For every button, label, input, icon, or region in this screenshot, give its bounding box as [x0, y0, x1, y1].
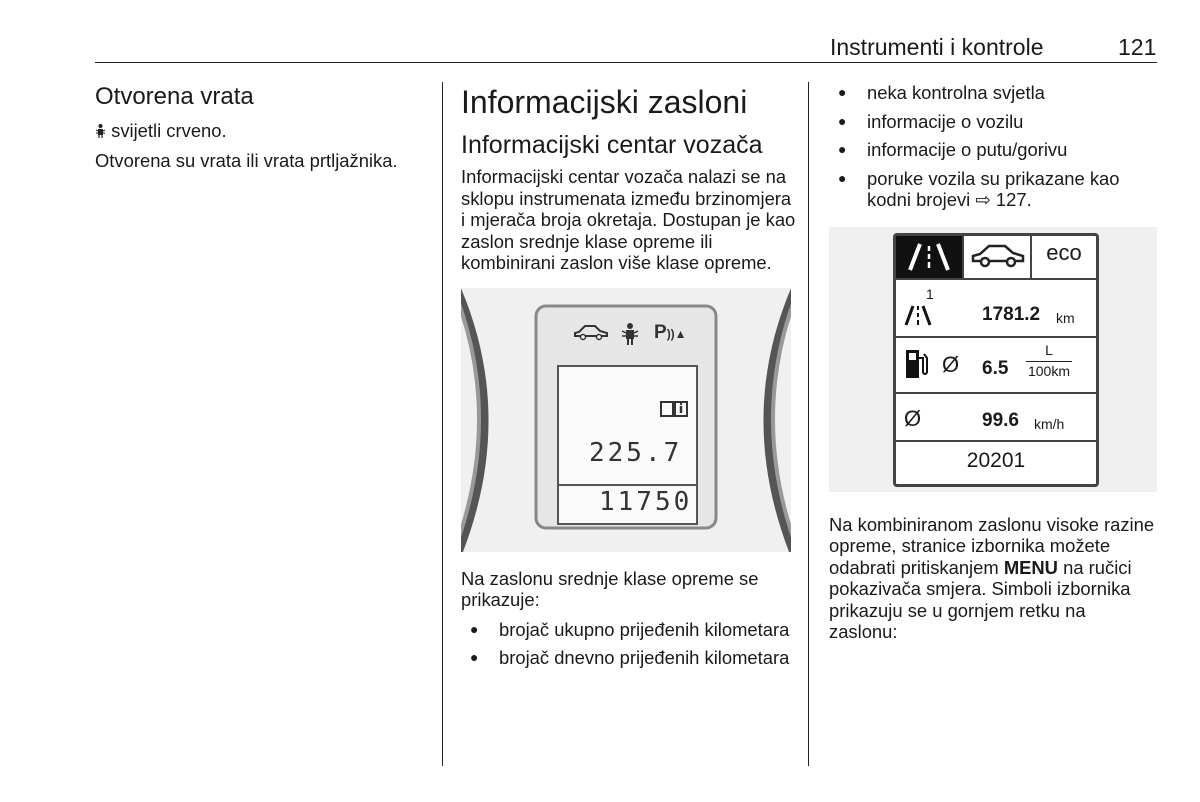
tab-eco[interactable]: eco: [1046, 239, 1082, 265]
column-3: [829, 82, 1159, 651]
door-open-icon: [621, 322, 639, 346]
column-1: [95, 82, 430, 179]
trip-distance-unit: km: [1056, 309, 1075, 326]
average-symbol: Ø: [904, 405, 922, 431]
tab-trip[interactable]: [896, 236, 962, 278]
list-item: ● informacije o putu/gorivu: [829, 139, 1159, 161]
road-icon: [906, 242, 952, 272]
open-door-indicator-text: [95, 120, 430, 142]
odometer-display: 11750: [599, 486, 693, 517]
odometer-value: 20201: [966, 448, 1026, 472]
paragraph-text: na ručici pokazivača smjera. Simboli izbornika prikazuju se u gornjem retku na zaslonu:: [829, 556, 1132, 642]
car-outline-icon: [970, 244, 1026, 270]
midlevel-shows-text: Na zaslonu srednje klase opreme se prikazuje:: [461, 567, 759, 610]
column-divider: [808, 82, 809, 766]
door-open-icon: [95, 123, 106, 139]
odometer-row: [896, 440, 1096, 482]
section-title: Instrumenti i kontrole: [830, 34, 1044, 60]
midlevel-bullet-list: [461, 619, 796, 669]
page-reference: 127.: [995, 189, 1032, 210]
trip-row: [896, 280, 1096, 338]
header-rule: [95, 62, 1157, 63]
book-info-icon: [659, 400, 689, 418]
page-number: 121: [1118, 34, 1157, 60]
subheading-driver-info-center: Informacijski centar vozača: [461, 131, 763, 159]
trip-meter-display: 225.7: [589, 437, 683, 468]
bullet-text: poruke vozila su prikazane kao kodni brojevi: [867, 167, 1120, 210]
uplevel-display-illustration: [829, 227, 1157, 492]
average-speed-row: [896, 394, 1096, 440]
paragraph-text: Na kombiniranom zaslonu visoke razine opreme, stranice izbornika možete odabrati pritiskanjem: [829, 513, 1155, 578]
list-item: [829, 168, 1159, 211]
road-icon: [904, 304, 932, 326]
speed-value: 99.6: [982, 409, 1019, 431]
speed-unit: km/h: [1034, 415, 1065, 432]
consumption-value: 6.5: [982, 357, 1009, 379]
list-item: ● brojač dnevno prijeđenih kilometara: [461, 647, 796, 669]
tab-vehicle[interactable]: [962, 236, 1032, 278]
display-frame: [893, 233, 1099, 487]
page-reference-arrow-icon: ⇨: [975, 189, 991, 210]
park-assist-icon: ))▲: [666, 326, 687, 341]
list-item: ● brojač ukupno prijeđenih kilometara: [461, 619, 796, 641]
park-assist-label: P))▲: [654, 321, 687, 343]
open-door-description: Otvorena su vrata ili vrata prtljažnika.: [95, 149, 398, 171]
info-bullet-list: [829, 82, 1159, 211]
consumption-unit-bottom: 100km: [1027, 362, 1071, 379]
intro-paragraph: Informacijski centar vozača nalazi se na sklopu instrumenata između brzinomjera i mjerača broja okretaja. Dostupan je kao zaslon srednje klase opreme ili kombinirani zaslon više klase opreme.: [461, 166, 796, 273]
list-item: ● neka kontrolna svjetla: [829, 82, 1159, 104]
midlevel-display-illustration: [461, 288, 791, 552]
trip-distance-value: 1781.2: [982, 303, 1041, 325]
column-2: [461, 82, 796, 676]
car-outline-icon: [573, 324, 609, 342]
page-heading: Informacijski zasloni: [461, 84, 748, 120]
indicator-status-text: svijetli crveno.: [111, 120, 227, 141]
uplevel-menu-paragraph: [829, 514, 1159, 643]
trip-index: 1: [926, 285, 934, 302]
section-heading-open-doors: Otvorena vrata: [95, 83, 254, 110]
fuel-consumption-row: [896, 338, 1096, 394]
consumption-unit-top: L: [1026, 340, 1072, 363]
average-symbol: Ø: [942, 351, 960, 377]
menu-tab-row: [896, 236, 1096, 280]
list-item: ● informacije o vozilu: [829, 111, 1159, 133]
menu-button-label: MENU: [1003, 556, 1058, 578]
column-divider: [442, 82, 443, 766]
fuel-pump-icon: [904, 348, 930, 380]
